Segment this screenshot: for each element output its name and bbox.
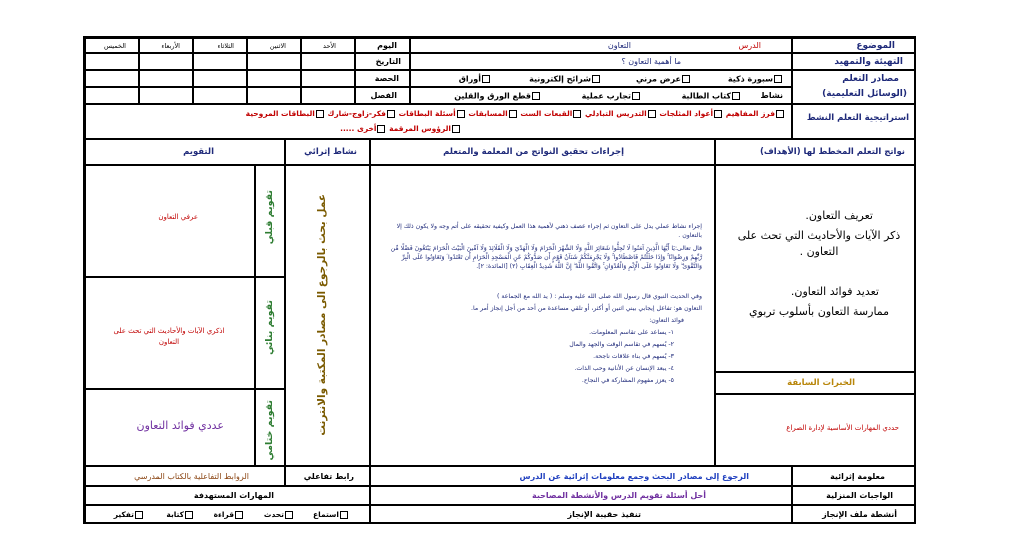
class-cell-2 [247,87,301,104]
activity-label: نشاط [760,91,783,100]
date-cell-5 [85,53,139,70]
benefit-4: ٤- يبعد الإنسان عن الأنانية وحب الذات. [574,365,674,372]
strategy-line-2: الرؤوس المرقمة أخرى ..... [340,125,461,133]
topic-label-cell [792,38,916,53]
eval-final-label-cell: تقويم ختامي [255,389,285,466]
date-cell-3 [193,53,247,70]
intro-value-cell [410,53,792,70]
outcome-1: تعريف التعاون. [805,209,873,222]
col-header-outcomes: نواتج التعلم المخطط لها (الأهداف) [715,139,916,165]
procedures-cell [370,165,715,466]
lesson-plan-sheet [83,36,916,524]
procedure-intro: إجراء نشاط عملي يدل على التعاون ثم إجراء عصف ذهني لأهمية هذا العمل وكيفية تحقيقه على أتم وجه ولا يكون ذلك إلا بالتعاون . [396,223,702,239]
date-label: التاريخ [375,57,401,66]
homework-value-cell: أحل أسئلة تقويم الدرس والأنشطة المصاحبة [370,486,792,505]
col-header-procedures: إجراءات تحقيق النواتج من المعلمة والمتعلم [370,139,715,165]
day-label-cell [355,38,410,53]
outcome-3: تعديد فوائد التعاون. [790,285,879,298]
period-label-cell [355,70,410,87]
col-header-evaluation: التقويم [85,139,285,165]
res-smartboard[interactable]: سبورة ذكية [728,75,783,84]
procedure-verse: قال تعالى:يَا أَيُّهَا الَّذِينَ آمَنُوا لَا تُحِلُّوا شَعَائِرَ اللَّهِ وَلَا الشَّهْرَ الْحَرَامَ وَلَا الْهَدْيَ وَلَا الْقَلَائِدَ وَلَا آمِّينَ الْبَيْتَ الْحَرَامَ يَبْتَغُونَ فَضْلًا مِّن رَّبِّهِمْ وَرِضْوَانًا ۚ وَإِذَا حَلَلْتُمْ فَاصْطَادُوا ۚ وَلَا يَجْرِمَنَّكُمْ شَنَآنُ قَوْمٍ أَن صَدُّوكُمْ عَنِ الْمَسْجِدِ الْحَرَامِ أَن تَعْتَدُوا ۘ وَتَعَاوَنُوا عَلَى الْبِرِّ وَالتَّقْوَىٰ ۖ وَلَا تَعَاوَنُوا عَلَى الْإِثْمِ وَالْعُدْوَانِ ۚ وَاتَّقُوا اللَّهَ ۖ إِنَّ اللَّهَ شَدِيدُ الْعِقَابِ (٢) [المائدة: ٢]. [390,245,702,270]
date-label-cell [355,53,410,70]
date-cell-1 [301,53,355,70]
resources-label: مصادر التعلم [842,74,899,84]
col-header-enrichment: نشاط إثرائي [285,139,370,165]
period-cell-1 [301,70,355,87]
enrichment-cell [285,165,370,466]
day-wednesday: الأربعاء [139,38,193,53]
lesson-label: الدرس [738,41,761,50]
class-label-cell [355,87,410,104]
eval-pre-label-cell: تقويم قبلي [255,165,285,277]
period-label: الحصة [374,74,399,83]
day-thursday: الخميس [85,38,139,53]
period-cell-3 [193,70,247,87]
procedure-benefits-title: فوائد التعاون: [649,317,684,324]
portfolio-value-cell: تنفيذ حقيبة الإنجاز [370,505,792,524]
benefit-2: ٢- يُسهم في تقاسم الوقت والجهد والمال [569,341,674,348]
lesson-cell [410,38,792,53]
benefit-5: ٥- يعزز مفهوم المشاركة في النجاح. [581,377,674,384]
enrichment-text: عمل بحث بالرجوع الى مصادر المكتبة والانترنت [316,194,328,436]
link-label-cell: رابط تفاعلي [285,466,370,486]
procedure-definition: التعاون هو: تفاعل إيجابي بيني اثنين أو أكثر، أو تلقي مساعدة من أحد من أجل إنجاز أمر ما. [471,305,702,312]
date-cell-2 [247,53,301,70]
eval-formative-value-cell: اذكري الآيات والأحاديث التي تحث على التعاون [85,277,255,389]
enrich-info-label-cell: معلومة إثرائية [792,466,916,486]
class-cell-1 [301,87,355,104]
class-label: الفصل [370,91,397,100]
res-textbook[interactable]: كتاب الطالبة [682,92,741,101]
class-cell-3 [193,87,247,104]
topic-label: الموضوع [856,41,895,51]
benefit-3: ٣- يُسهم في بناء علاقات ناجحة. [593,353,674,360]
skill-reading[interactable]: قراءة [214,511,244,519]
res-paper-pens[interactable]: قطع الورق والقلين [454,92,541,101]
day-tuesday: الثلاثاء [193,38,247,53]
period-cell-2 [247,70,301,87]
skills-label-cell: المهارات المستهدفة [85,486,370,505]
period-cell-5 [85,70,139,87]
strategy-label-cell [792,104,916,139]
res-display[interactable]: عرض مرني [636,75,691,84]
skill-listening[interactable]: استماع [313,511,349,519]
lesson-value: التعاون [607,41,631,50]
outcomes-cell [715,165,916,372]
skills-options-cell [85,505,370,524]
strategy-line-1: فرز المفاهيم أعواد المثلجات التدريس التبادلي القبعات الست المسابقات أسئلة البطاقات فكر-زاوج-شارك البطاقات المروحية [246,110,785,118]
skill-writing[interactable]: كتابة [166,511,194,519]
benefit-1: ١- يساعد على تقاسم المعلومات. [589,329,674,336]
prior-value-cell: حددي المهارات الأساسية لإدارة الصراع [715,394,916,466]
date-cell-4 [139,53,193,70]
enrich-info-value-cell: الرجوع إلى مصادر البحث وجمع معلومات إثرائية عن الدرس [370,466,792,486]
res-slides[interactable]: شرائح إلكترونية [529,75,601,84]
strategy-options-cell [85,104,792,139]
res-papers[interactable]: أوراق [459,75,491,84]
day-sunday: الأحد [301,38,355,53]
intro-value: ما أهمية التعاون ؟ [621,57,681,66]
portfolio-label-cell: أنشطة ملف الإنجاز [792,505,916,524]
skill-thinking[interactable]: تفكير [114,511,144,519]
prior-label-cell: الخبرات السابقة [715,372,916,394]
strategy-label: استراتيجية التعلم النشط [806,113,909,123]
period-cell-4 [139,70,193,87]
resources-sub: (الوسائل التعليمية) [822,89,907,99]
resources-row1 [410,70,792,87]
skill-speaking[interactable]: تحدث [264,511,294,519]
res-experiments[interactable]: تجارب عملية [582,92,641,101]
class-cell-5 [85,87,139,104]
procedure-hadith: وفي الحديث النبوي قال رسول الله صلى الله عليه وسلم : ( يد الله مع الجماعة ) [497,293,702,300]
day-label: اليوم [377,41,397,50]
eval-formative-label-cell: تقويم بنائي [255,277,285,389]
homework-label-cell: الواجبات المنزلية [792,486,916,505]
day-monday: الاثنين [247,38,301,53]
eval-pre-value-cell: عرفي التعاون [85,165,255,277]
eval-final-value-cell: عددي فوائد التعاون [85,389,255,466]
outcome-4: ممارسة التعاون بأسلوب تربوي [748,305,890,318]
intro-label-cell [792,53,916,70]
resources-label-cell [792,70,916,104]
class-cell-4 [139,87,193,104]
intro-label: التهيئة والتمهيد [834,57,903,67]
link-value-cell[interactable]: الروابط التفاعلية بالكتاب المدرسي [85,466,285,486]
outcome-2: ذكر الآيات والأحاديث التي تحث على التعاون . [737,229,901,258]
resources-row2 [410,87,792,104]
